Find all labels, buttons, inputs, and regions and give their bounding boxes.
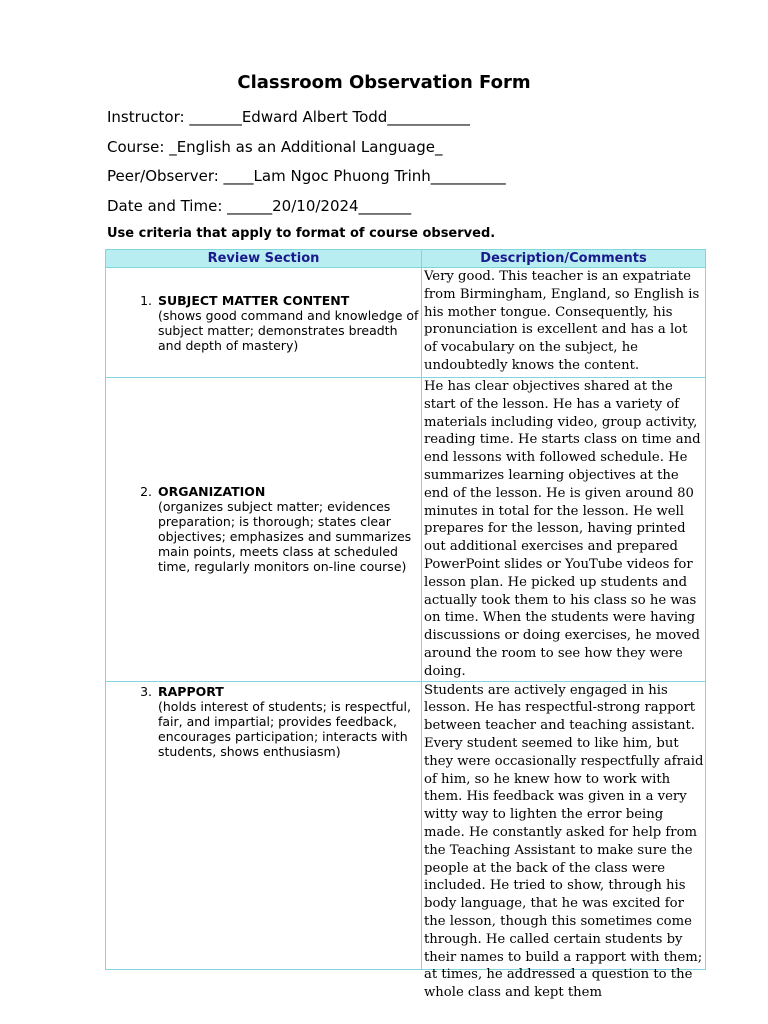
- section-number: 2.: [140, 484, 152, 500]
- header-review-section: Review Section: [106, 250, 422, 268]
- section-number: 1.: [140, 292, 152, 308]
- header-description-comments: Description/Comments: [422, 250, 706, 268]
- comment-cell: [422, 378, 706, 682]
- comment-text: He has clear objectives shared at the start of the lesson. He has a variety of materials including video, group activity, reading time. He starts class on time and end lessons with followed schedule. He summarizes learning objectives at the end of the lesson. He is given around 80 minutes in total for the lesson. He well prepares for the lesson, having printed out additional exercises and prepared PowerPoint slides or YouTube videos for lesson plan. He picked up students and actually took them to his class so he was on time. When the students were having discussions or doing exercises, he moved around the room to see how they were doing.: [424, 379, 701, 679]
- section-heading: ORGANIZATION: [158, 484, 266, 500]
- table-row: [106, 268, 706, 378]
- instructor-field: Instructor: _______Edward Albert Todd___________: [107, 108, 470, 126]
- review-section-cell: [106, 268, 422, 378]
- review-section-cell: [106, 378, 422, 682]
- comment-cell: [422, 681, 706, 1001]
- comment-cell: [422, 268, 706, 378]
- table-header-row: [106, 250, 706, 268]
- section-detail: (organizes subject matter; evidences preparation; is thorough; states clear objectives; emphasizes and summarizes main points, meets class at scheduled time, regularly monitors on-line course): [158, 499, 412, 575]
- comment-text: Students are actively engaged in his lesson. He has respectful-strong rapport between teacher and teaching assistant. Every student seemed to like him, but they were occasionally respectfully afraid of him, so he knew how to work with them. His feedback was given in a very witty way to lighten the error being made. He constantly asked for help from the Teaching Assistant to make sure the people at the back of the class were included. He tried to show, through his body language, that he was excited for the lesson, though this sometimes come through. He called certain students by their names to build a rapport with them; at times, he addressed a question to the whole class and kept them: [424, 682, 704, 1001]
- observation-table: [105, 249, 706, 1001]
- section-number: 3.: [140, 683, 152, 699]
- section-detail: (shows good command and knowledge of subject matter; demonstrates breadth and depth of mastery): [158, 307, 419, 353]
- review-section-cell: [106, 681, 422, 969]
- section-heading: SUBJECT MATTER CONTENT: [158, 292, 350, 308]
- observer-field: Peer/Observer: ____Lam Ngoc Phuong Trinh__________: [107, 167, 506, 185]
- table-row: [106, 681, 706, 969]
- course-field: Course: _English as an Additional Language_: [107, 138, 443, 156]
- section-detail: (holds interest of students; is respectful, fair, and impartial; provides feedback, encourages participation; interacts with students, shows enthusiasm): [158, 698, 411, 759]
- form-title: Classroom Observation Form: [237, 72, 531, 93]
- comment-text: Very good. This teacher is an expatriate from Birmingham, England, so English is his mother tongue. Consequently, his pronunciation is excellent and has a lot of vocabulary on the subject, he undoubtedly knows the content.: [424, 269, 700, 373]
- instruction-text: Use criteria that apply to format of course observed.: [107, 226, 496, 241]
- table-row: [106, 378, 706, 682]
- section-heading: RAPPORT: [158, 683, 224, 699]
- date-time-field: Date and Time: ______20/10/2024_______: [107, 197, 412, 215]
